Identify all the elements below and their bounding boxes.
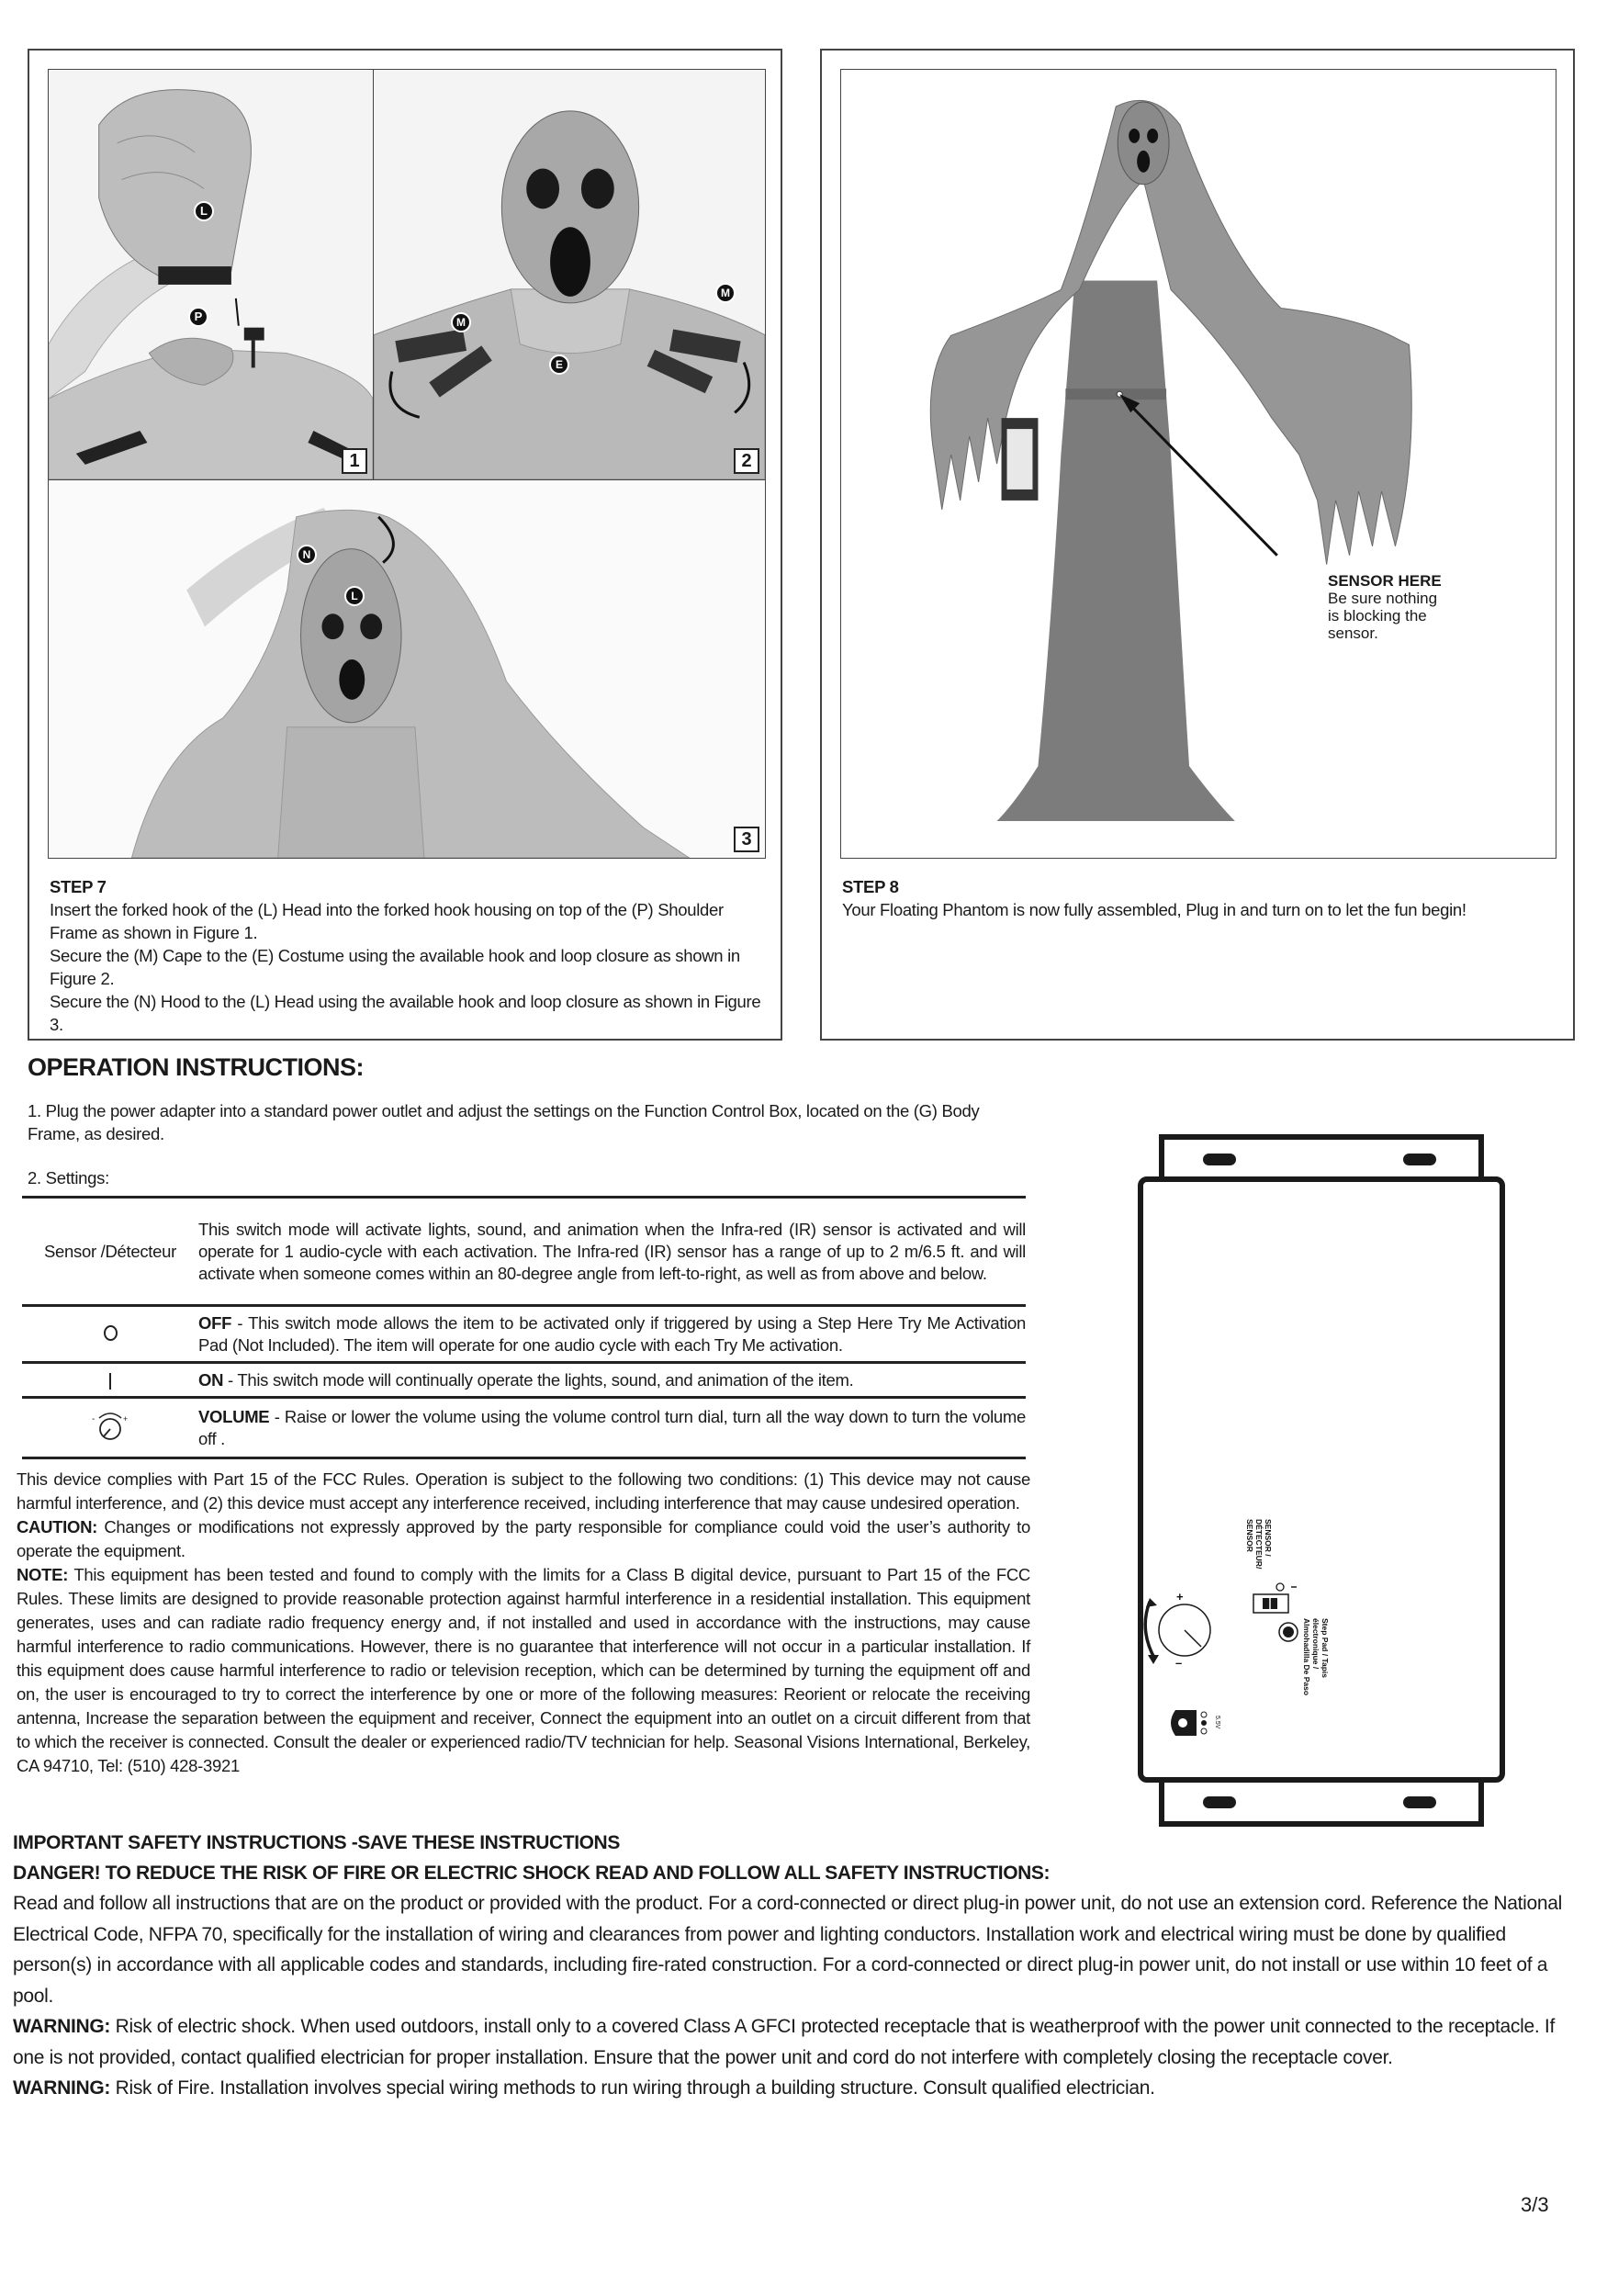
callout-M-right: M: [715, 283, 736, 303]
warning-text-shock: Risk of electric shock. When used outdoors, install only to a covered Class A GFCI protected receptacle that is weatherproof with the power unit connected to the receptacle. If one is not provided, contact qualified electrician for proper installation. Ensure that the power unit and cord do not interfere with completely closing the receptacle cover.: [13, 2016, 1555, 2068]
sensor-location-note: [1328, 572, 1442, 642]
fcc-caution: [17, 1515, 1030, 1563]
step8-instructions: [842, 875, 1558, 921]
sensor-note-line-3: sensor.: [1328, 625, 1378, 642]
warning-text-fire: Risk of Fire. Installation involves special wiring methods to run wiring through a building structure. Consult qualified electrician.: [110, 2077, 1155, 2099]
svg-text:+: +: [123, 1414, 128, 1424]
callout-N: N: [297, 545, 317, 565]
settings-desc-on: [198, 1366, 1026, 1395]
settings-bold-on: ON: [198, 1369, 224, 1390]
settings-text-off: - This switch mode allows the item to be activated only if triggered by using a Step Here Try Me Activation Pad (Not Included). The item will operate for one audio cycle with each Try Me activation.: [198, 1312, 1026, 1355]
figure-3-hood-attach: [48, 479, 766, 859]
settings-row-off: [22, 1307, 1026, 1364]
settings-row-sensor: [22, 1199, 1026, 1307]
note-text: This equipment has been tested and found to comply with the limits for a Class B digital device, pursuant to Part 15 of the FCC Rules. These limits are designed to provide reasonable protection against harmful interference in a residential installation. This equipment generates, uses and can radiate radio frequency energy and, if not installed and used in accordance with the instructions, may cause harmful interference to radio communications. However, there is no guarantee that interference will not occur in a particular installation. If this equipment does cause harmful interference to radio or television reception, which can be determined by turning the equipment off and on, the user is encouraged to try to correct the interference by one or more of the following measures: Reorient or relocate the receiving antenna, Increase the separation between the equipment and receiver, Connect the equipment into an outlet on a circuit different from that to which the receiver is connected. Consult the dealer or experienced radio/TV technician for help. Seasonal Visions International, Berkeley, CA 94710, Tel: (510) 428-3921: [17, 1565, 1030, 1775]
step7-line-3: Secure the (N) Hood to the (L) Head using the available hook and loop closure as shown in Figure 3.: [50, 992, 761, 1034]
safety-instructions-section: [13, 1828, 1583, 2104]
settings-desc-sensor: [198, 1215, 1026, 1289]
warning-label-fire: WARNING:: [13, 2077, 111, 2099]
settings-desc-volume: [198, 1402, 1026, 1454]
hood-attach-illustration: [49, 480, 765, 858]
figure-assembled-phantom: [840, 69, 1556, 859]
settings-bold-volume: VOLUME: [198, 1406, 270, 1426]
caution-text: Changes or modifications not expressly approved by the party responsible for compliance could void the user’s authority to operate the equipment.: [17, 1517, 1030, 1560]
step8-panel: [820, 49, 1575, 1041]
control-box-outline: [1128, 1122, 1513, 1839]
note-label: NOTE:: [17, 1565, 69, 1584]
sensor-note-line-2: is blocking the: [1328, 607, 1427, 625]
assembled-phantom-illustration: [841, 70, 1556, 858]
settings-bold-off: OFF: [198, 1312, 232, 1333]
callout-L: L: [344, 586, 365, 606]
function-control-box-diagram: [1128, 1122, 1513, 1839]
cape-attach-illustration: [374, 70, 765, 479]
warning-label-shock: WARNING:: [13, 2016, 111, 2037]
step7-title: STEP 7: [50, 877, 107, 896]
safety-warning-shock: [13, 2011, 1583, 2073]
figure-1-head-attach: [48, 69, 374, 480]
svg-text:-: -: [92, 1414, 96, 1424]
switch-on-symbol: [22, 1370, 198, 1390]
callout-M-left: M: [451, 312, 471, 332]
volume-symbol: [22, 1407, 198, 1448]
settings-text-sensor: This switch mode will activate lights, sound, and animation when the Infra-red (IR) sensor is activated and will operate for 1 audio-cycle with each activation. The Infra-red (IR) sensor has a range of up to 2 m/6.5 ft. and will activate when someone comes within an 80-degree angle from left-to-right, as well as from above and below.: [198, 1219, 1026, 1283]
figure-number-1: 1: [342, 448, 367, 474]
callout-P: P: [188, 307, 208, 327]
sensor-switch-label: SENSOR / DÉTECTEUR/ SENSOR: [1245, 1519, 1273, 1570]
page-number: 3/3: [1521, 2193, 1549, 2216]
step8-title: STEP 8: [842, 877, 899, 896]
settings-table: [22, 1196, 1026, 1459]
switch-off-symbol: [22, 1322, 198, 1346]
safety-heading-save: IMPORTANT SAFETY INSTRUCTIONS -SAVE THESE INSTRUCTIONS: [13, 1832, 620, 1853]
fcc-compliance-text: This device complies with Part 15 of the FCC Rules. Operation is subject to the following two conditions: (1) This device may not cause harmful interference, and (2) this device must accept any interference received, including interference that may cause undesired operation.: [17, 1469, 1030, 1513]
off-circle-icon: [104, 1325, 118, 1341]
volume-plus-label: +: [1176, 1590, 1184, 1604]
step7-panel: [28, 49, 782, 1041]
caution-label: CAUTION:: [17, 1517, 98, 1536]
fcc-note: [17, 1563, 1030, 1778]
step8-text: Your Floating Phantom is now fully assembled, Plug in and turn on to let the fun begin!: [842, 900, 1467, 919]
step7-instructions: [50, 875, 766, 1036]
operation-step-2: 2. Settings:: [28, 1168, 109, 1187]
sensor-note-line-1: Be sure nothing: [1328, 590, 1438, 607]
settings-row-on: [22, 1364, 1026, 1399]
figure-number-3: 3: [734, 827, 759, 852]
volume-minus-label: –: [1175, 1656, 1183, 1670]
settings-desc-off: [198, 1309, 1026, 1360]
sensor-note-title: SENSOR HERE: [1328, 572, 1442, 590]
step7-line-2: Secure the (M) Cape to the (E) Costume using the available hook and loop closure as shown in Figure 2.: [50, 946, 740, 988]
callout-E: E: [549, 355, 569, 375]
settings-row-volume: [22, 1399, 1026, 1459]
step-pad-label: Step Pad / Tapis électronique / Almohadilla De Paso: [1302, 1618, 1330, 1696]
safety-body: Read and follow all instructions that are on the product or provided with the product. For a cord-connected or direct plug-in power unit, do not use an extension cord. Reference the National Electrical Code, NFPA 70, specifically for the installation of wiring and clearances from power and lighting conductors. Installation work and electrical wiring must be done by qualified person(s) in accordance with all applicable codes and standards, including fire-rated construction. For a cord-connected or direct plug-in power unit, do not install or use within 10 feet of a pool.: [13, 1893, 1563, 2007]
power-voltage-label: 5.5V: [1214, 1716, 1220, 1729]
settings-label-sensor: Sensor /Détecteur: [43, 1241, 176, 1261]
head-attach-illustration: [49, 70, 373, 479]
fcc-compliance-section: [17, 1468, 1030, 1778]
operation-instructions-heading: OPERATION INSTRUCTIONS:: [28, 1053, 364, 1081]
volume-dial-icon: [90, 1407, 130, 1444]
callout-L: L: [194, 201, 214, 221]
operation-step-1: 1. Plug the power adapter into a standard power outlet and adjust the settings on the Function Control Box, located on the (G) Body Frame, as desired.: [28, 1101, 980, 1143]
on-bar-icon: [109, 1373, 111, 1390]
settings-text-volume: - Raise or lower the volume using the volume control turn dial, turn all the way down to turn the volume off .: [198, 1406, 1026, 1448]
figure-2-cape-attach: [373, 69, 766, 480]
safety-heading-danger: DANGER! TO REDUCE THE RISK OF FIRE OR ELECTRIC SHOCK READ AND FOLLOW ALL SAFETY INSTRUCTIONS:: [13, 1863, 1051, 1884]
step7-line-1: Insert the forked hook of the (L) Head into the forked hook housing on top of the (P) Shoulder Frame as shown in Figure 1.: [50, 900, 724, 942]
figure-number-2: 2: [734, 448, 759, 474]
settings-text-on: - This switch mode will continually operate the lights, sound, and animation of the item.: [223, 1369, 854, 1390]
safety-warning-fire: [13, 2073, 1583, 2104]
